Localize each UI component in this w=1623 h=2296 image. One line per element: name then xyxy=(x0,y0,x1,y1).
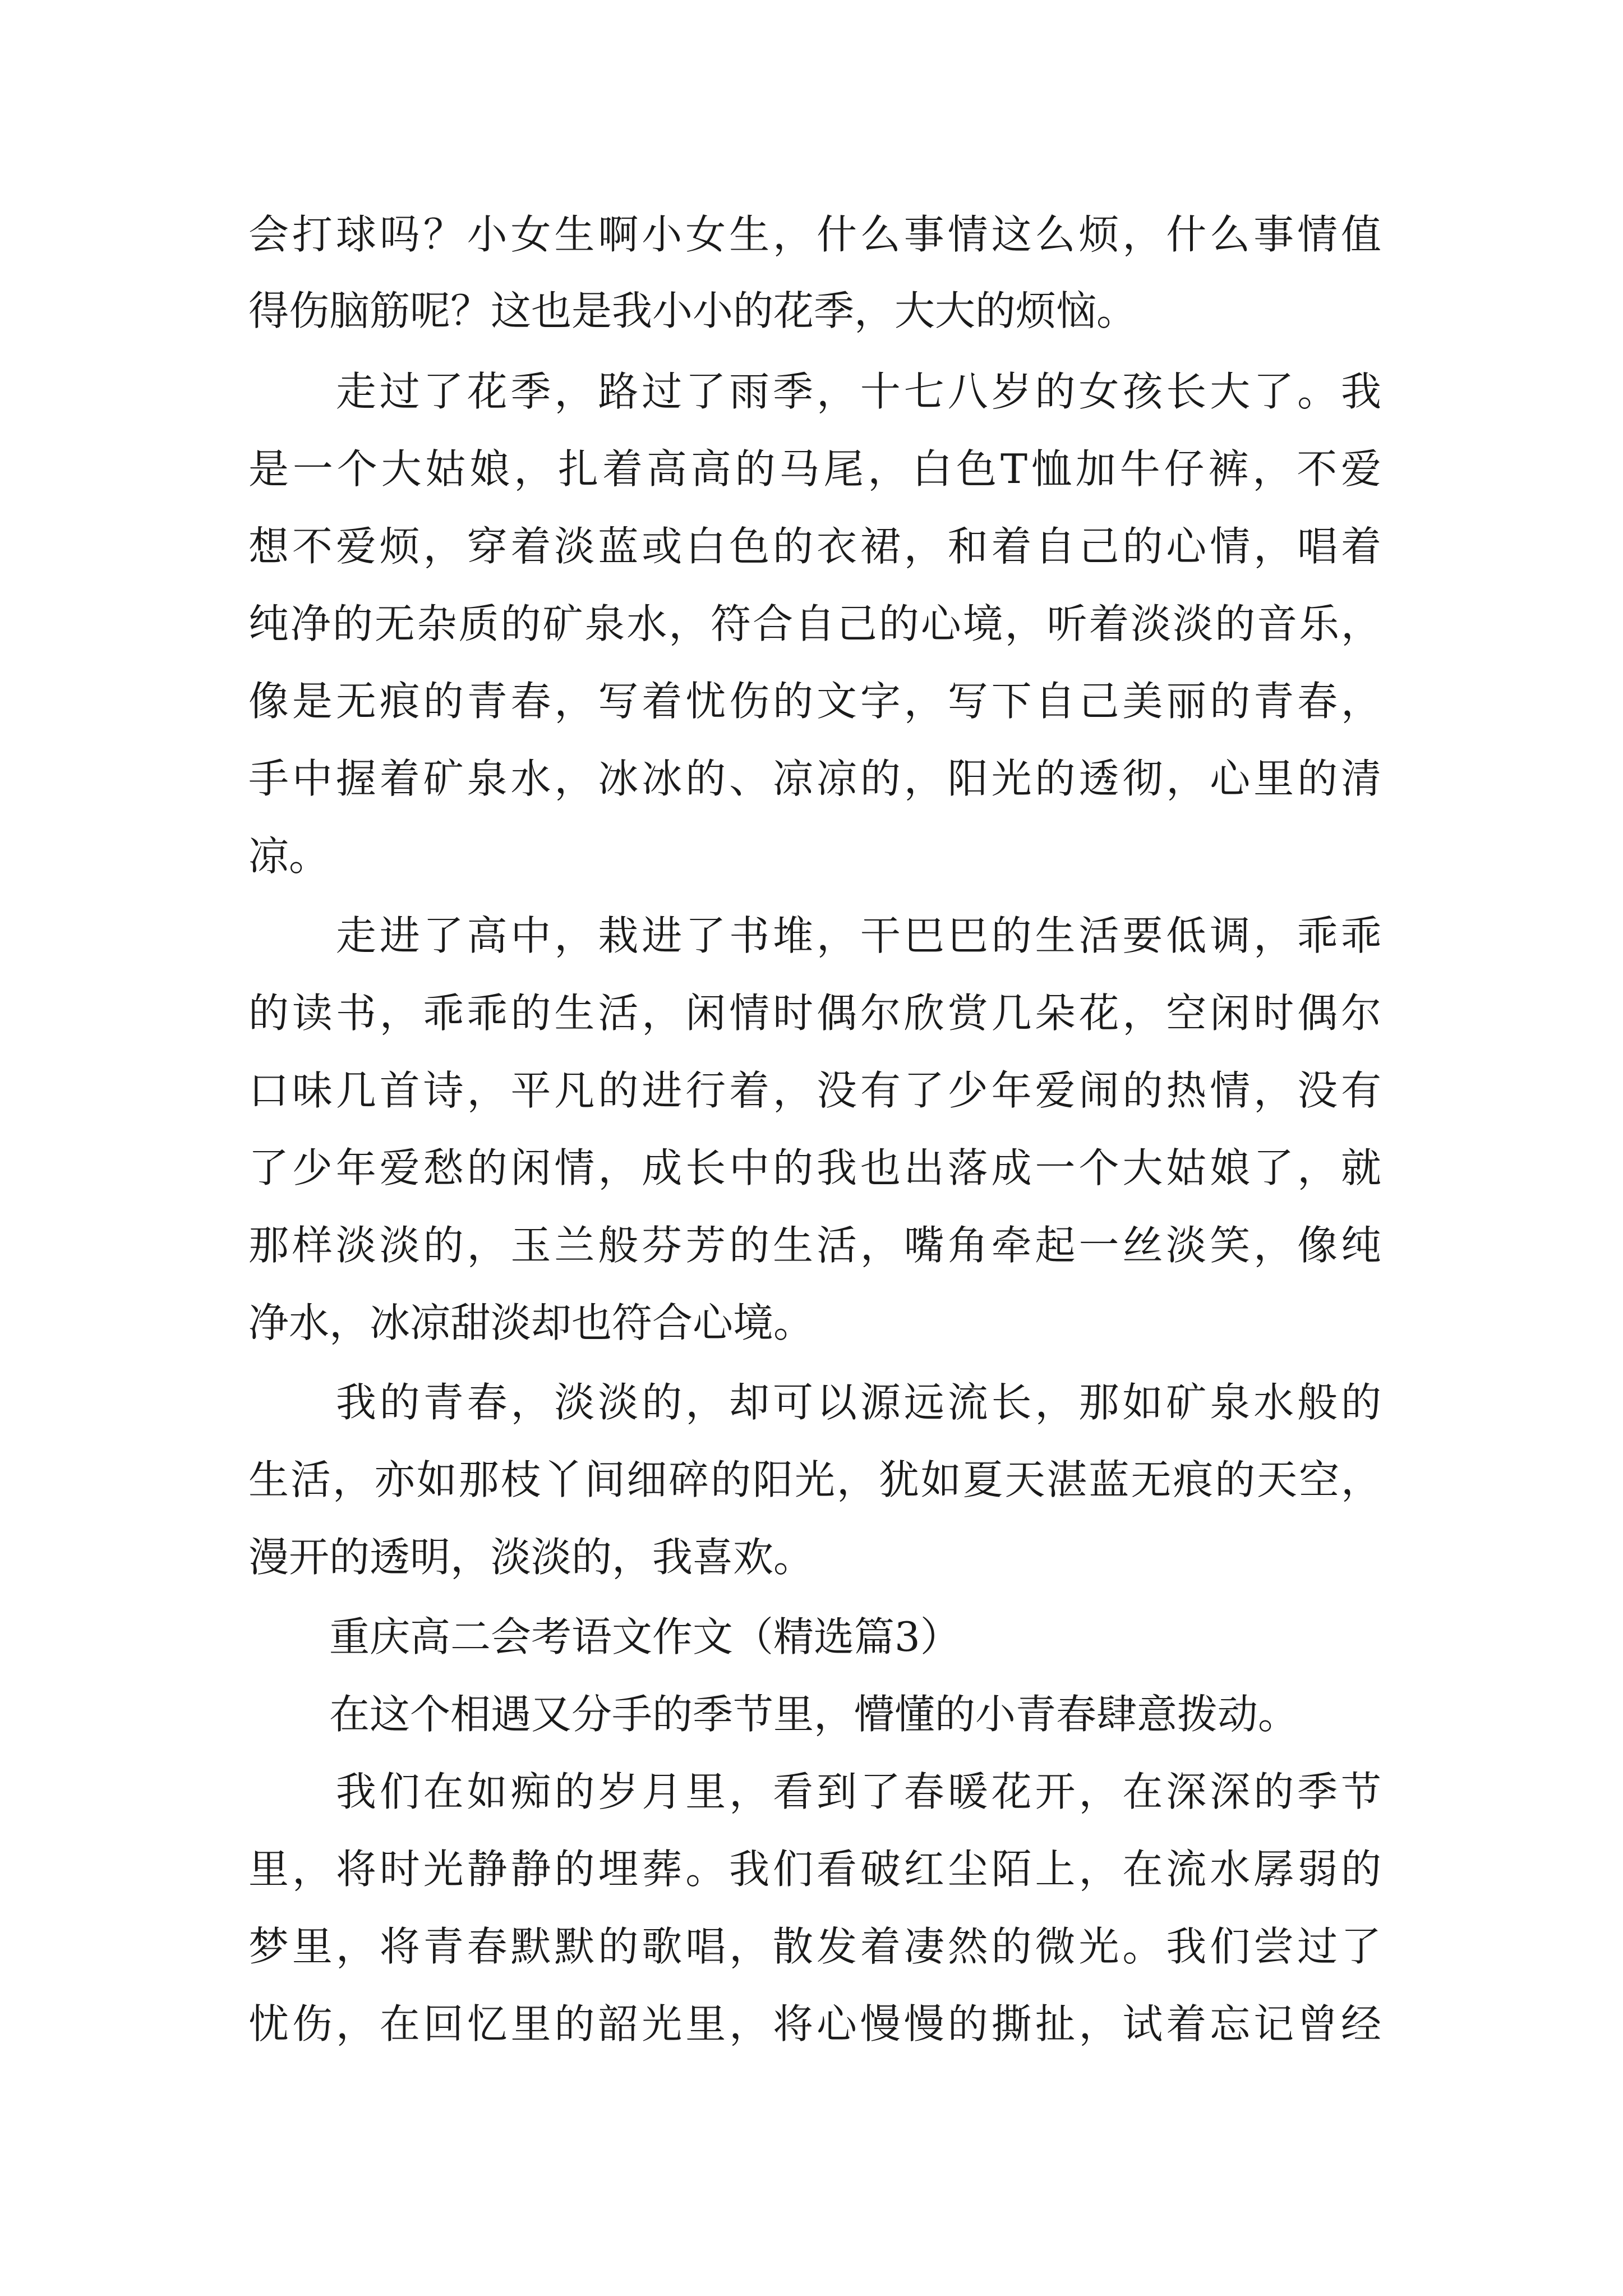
text-line: 里，将时光静静的埋葬。我们看破红尘陌上，在流水孱弱的 xyxy=(248,1846,1381,1893)
text-line: 在这个相遇又分手的季节里，懵懂的小青春肆意拨动。 xyxy=(248,1691,1299,1738)
text-line: 走进了高中，栽进了书堆，干巴巴的生活要低调，乖乖 xyxy=(248,912,1381,959)
text-line: 想不爱烦，穿着淡蓝或白色的衣裙，和着自己的心情，唱着 xyxy=(248,523,1381,570)
text-line: 生活，亦如那枝丫间细碎的阳光，犹如夏天湛蓝无痕的天空， xyxy=(248,1456,1381,1503)
text-line: 凉。 xyxy=(248,832,330,880)
text-line: 忧伤，在回忆里的韶光里，将心慢慢的撕扯，试着忘记曾经 xyxy=(248,2000,1381,2047)
text-line: 我们在如痴的岁月里，看到了春暖花开，在深深的季节 xyxy=(248,1768,1381,1815)
text-line: 走过了花季，路过了雨季，十七八岁的女孩长大了。我 xyxy=(248,368,1381,415)
text-line: 是一个大姑娘，扎着高高的马尾，白色T恤加牛仔裤，不爱 xyxy=(248,445,1381,493)
text-line: 手中握着矿泉水，冰冰的、凉凉的，阳光的透彻，心里的清 xyxy=(248,755,1381,802)
text-line: 会打球吗？小女生啊小女生，什么事情这么烦，什么事情值 xyxy=(248,211,1381,258)
text-line: 纯净的无杂质的矿泉水，符合自己的心境，听着淡淡的音乐， xyxy=(248,600,1381,647)
text-line: 口味几首诗，平凡的进行着，没有了少年爱闹的热情，没有 xyxy=(248,1067,1381,1114)
text-line: 梦里，将青春默默的歌唱，散发着凄然的微光。我们尝过了 xyxy=(248,1923,1381,1970)
text-line: 净水，冰凉甜淡却也符合心境。 xyxy=(248,1299,814,1346)
text-line: 那样淡淡的，玉兰般芬芳的生活，嘴角牵起一丝淡笑，像纯 xyxy=(248,1222,1381,1269)
text-line: 的读书，乖乖的生活，闲情时偶尔欣赏几朵花，空闲时偶尔 xyxy=(248,990,1381,1037)
section-heading: 重庆高二会考语文作文（精选篇3） xyxy=(248,1613,961,1660)
text-line: 像是无痕的青春，写着忧伤的文字，写下自己美丽的青春， xyxy=(248,678,1381,725)
text-line: 得伤脑筋呢？这也是我小小的花季，大大的烦恼。 xyxy=(248,287,1137,334)
text-line: 漫开的透明，淡淡的，我喜欢。 xyxy=(248,1534,814,1581)
text-line: 我的青春，淡淡的，却可以源远流长，那如矿泉水般的 xyxy=(248,1379,1381,1426)
text-line: 了少年爱愁的闲情，成长中的我也出落成一个大姑娘了，就 xyxy=(248,1144,1381,1191)
